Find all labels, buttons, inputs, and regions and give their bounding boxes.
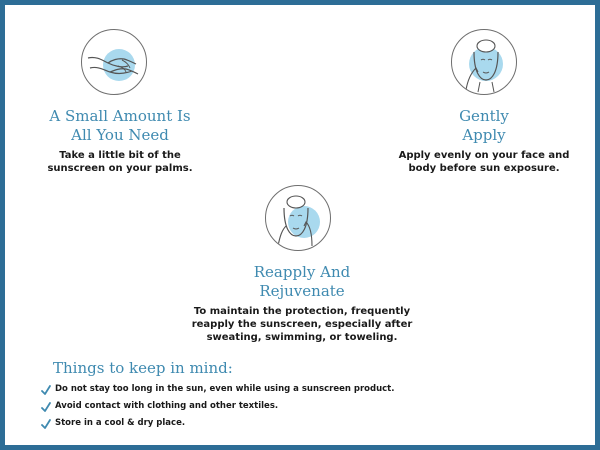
- face-apply-icon: [451, 29, 517, 95]
- list-item: [41, 382, 394, 399]
- step-description: To maintain the protection, frequently reapply the sunscreen, especially after sweating, swimming, or toweling.: [191, 306, 413, 343]
- list-item: [41, 399, 394, 416]
- step-description: Take a little bit of the sunscreen on your palms.: [47, 150, 193, 174]
- face-reapply-icon: [265, 185, 331, 251]
- check-icon: [41, 418, 51, 430]
- tips-list: [41, 382, 394, 433]
- tips-heading: Things to keep in mind:: [53, 359, 233, 377]
- hands-icon: [81, 29, 147, 95]
- step-title: Gently Apply: [459, 107, 509, 144]
- step-description: Apply evenly on your face and body before sun exposure.: [398, 150, 570, 174]
- tip-text: Avoid contact with clothing and other textiles.: [55, 401, 279, 411]
- step-title: A Small Amount Is All You Need: [49, 107, 191, 144]
- check-icon: [41, 401, 51, 413]
- step-title: Reapply And Rejuvenate: [253, 263, 351, 300]
- tip-text: Store in a cool & dry place.: [55, 418, 186, 428]
- list-item: [41, 416, 394, 433]
- tip-text: Do not stay too long in the sun, even while using a sunscreen product.: [55, 384, 395, 394]
- check-icon: [41, 384, 51, 396]
